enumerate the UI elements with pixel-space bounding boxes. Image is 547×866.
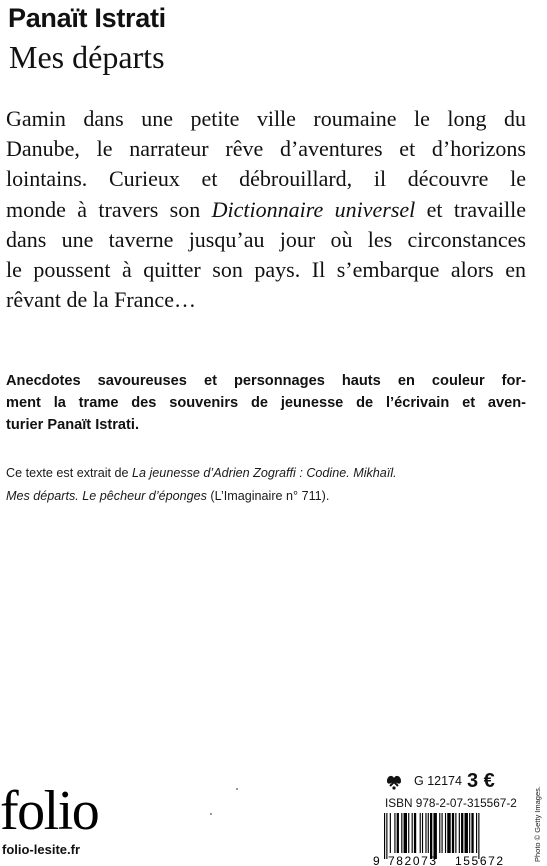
folio-category-icon: [384, 771, 404, 791]
barcode-bars: [384, 813, 479, 859]
isbn: ISBN 978-2-07-315567-2: [385, 796, 517, 810]
book-title: Mes départs: [9, 39, 165, 75]
barcode-bar: [455, 813, 456, 853]
catalog-code: G 12174: [414, 774, 462, 788]
paper-speck: [236, 788, 238, 790]
barcode-bar: [433, 813, 436, 859]
barcode-bar: [465, 813, 468, 853]
barcode-bar: [471, 813, 473, 853]
blurb-line: rêvant de la France…: [6, 287, 196, 313]
catalog-row: [384, 769, 522, 793]
blurb-text: monde à travers son: [6, 196, 212, 222]
barcode-bar: [422, 813, 423, 853]
blurb-line: lointains. Curieux et débrouillard, il découvre le: [6, 166, 526, 192]
author-name: Panaït Istrati: [8, 3, 166, 33]
barcode-bar: [428, 813, 429, 853]
summary-line: Anecdotes savoureuses et personnages hauts en couleur for-: [6, 373, 526, 389]
blurb-line: Danube, le narrateur rêve d’aventures et d’horizons: [6, 136, 526, 162]
barcode-bar: [412, 813, 413, 853]
source-title: Mes départs. Le pêcheur d’éponges: [6, 489, 207, 503]
barcode-bar: [445, 813, 446, 853]
source-note-line: [6, 462, 526, 485]
source-note: [6, 462, 526, 508]
barcode-bar: [469, 813, 470, 853]
source-note-prefix: Ce texte est extrait de: [6, 466, 132, 480]
barcode-bar: [386, 813, 387, 859]
blurb-line: le poussent à quitter son pays. Il s’embarque alors en: [6, 257, 526, 283]
barcode-bar: [430, 813, 432, 859]
barcode-bar: [442, 813, 443, 853]
barcode-bar: [401, 813, 402, 853]
folio-logo: folio: [0, 780, 99, 842]
barcode-bar: [439, 813, 440, 853]
barcode-bar: [414, 813, 416, 853]
source-title: La jeunesse d’Adrien Zograffi : Codine. Mikhaïl.: [132, 466, 397, 480]
summary-line: turier Panaït Istrati.: [6, 417, 140, 433]
blurb-line: [6, 195, 526, 225]
summary-line: ment la trame des souvenirs de jeunesse de l’écrivain et aven-: [6, 395, 526, 411]
photo-credit: Photo © Getty Images.: [533, 786, 542, 862]
barcode-bar: [390, 813, 391, 853]
barcode-bar: [478, 813, 479, 859]
barcode-bar: [404, 813, 407, 853]
website-url: folio-lesite.fr: [2, 842, 81, 857]
barcode: [372, 813, 530, 866]
paper-speck: [210, 813, 212, 815]
barcode-bar: [447, 813, 450, 853]
barcode-bar: [397, 813, 399, 853]
barcode-bar: [476, 813, 477, 853]
barcode-bar: [384, 813, 385, 859]
barcode-bar: [408, 813, 409, 853]
barcode-bar: [459, 813, 460, 853]
source-note-suffix: (L’Imaginaire n° 711).: [206, 489, 330, 503]
barcode-bar: [452, 813, 454, 853]
barcode-bar: [461, 813, 463, 853]
barcode-bar: [420, 813, 421, 853]
barcode-digits-right: 155672: [455, 854, 505, 866]
barcode-digits-left: 782073: [388, 854, 438, 866]
summary-paragraph: [6, 370, 526, 436]
dictionary-title: Dictionnaire universel: [211, 196, 416, 222]
barcode-bar: [394, 813, 395, 853]
source-note-line: [6, 485, 526, 508]
barcode-digit-first: 9: [373, 854, 380, 866]
blurb-line: Gamin dans une petite ville roumaine le long du: [6, 106, 526, 131]
blurb-line: dans une taverne jusqu’au jour où les circonstances: [6, 226, 526, 252]
price: 3 €: [466, 770, 495, 792]
barcode-bar: [425, 813, 426, 853]
blurb-paragraph: [6, 104, 526, 315]
blurb-text: et travaille: [415, 196, 527, 222]
